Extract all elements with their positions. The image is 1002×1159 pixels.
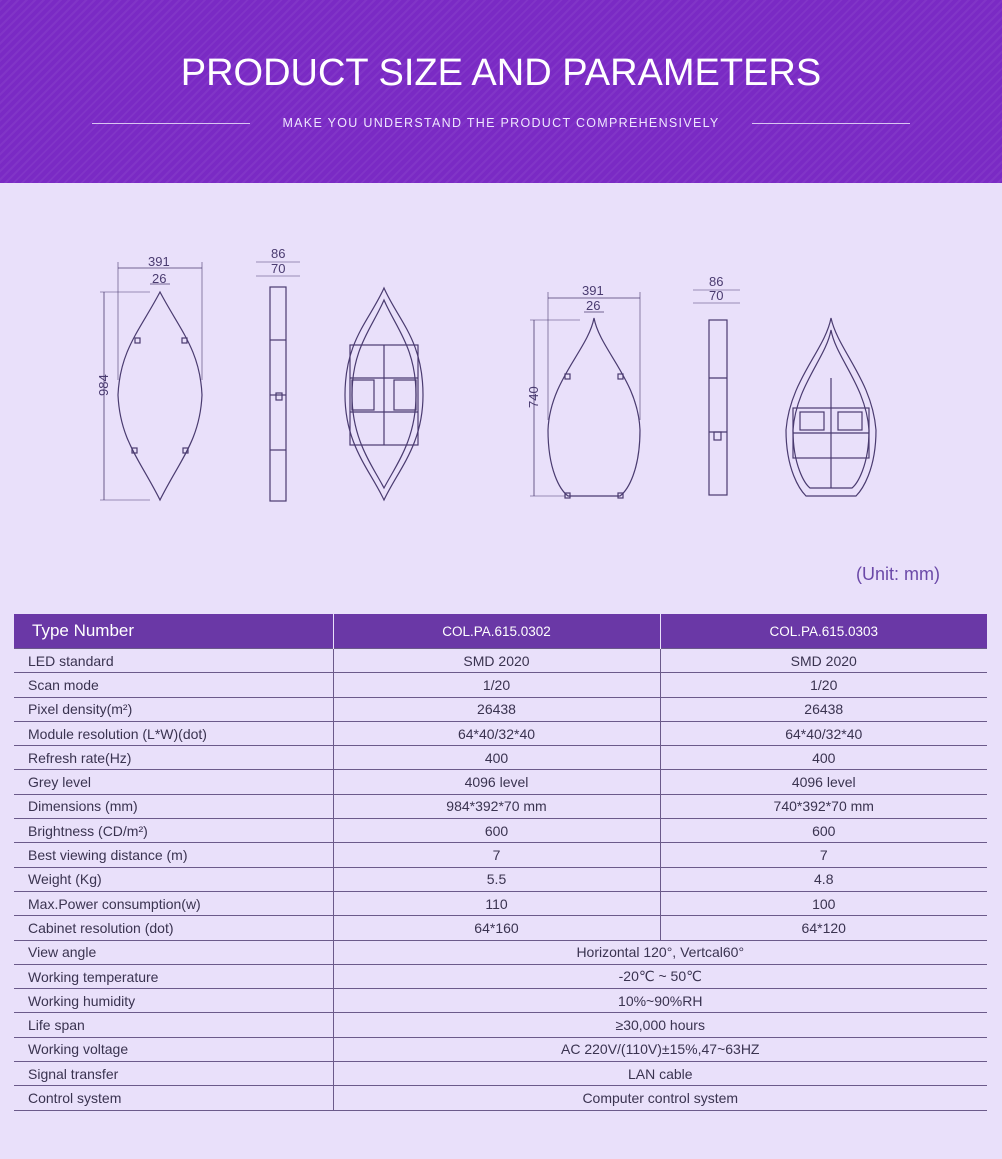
row-label: Grey level xyxy=(14,770,333,794)
row-value-a: 600 xyxy=(333,819,660,843)
row-label: Refresh rate(Hz) xyxy=(14,746,333,770)
page-title: PRODUCT SIZE AND PARAMETERS xyxy=(180,52,822,94)
row-label: Brightness (CD/m²) xyxy=(14,819,333,843)
model-b-rear-view xyxy=(786,318,876,496)
row-label: Weight (Kg) xyxy=(14,867,333,891)
row-label: LED standard xyxy=(14,649,333,673)
row-value-b: 100 xyxy=(660,891,987,915)
row-value-b: 7 xyxy=(660,843,987,867)
table-row xyxy=(14,891,987,915)
row-value-b: 4096 level xyxy=(660,770,987,794)
row-value-b: 600 xyxy=(660,819,987,843)
row-label: Scan mode xyxy=(14,673,333,697)
row-value: Horizontal 120°, Vertcal60° xyxy=(333,940,987,964)
table-row xyxy=(14,1013,987,1037)
model-b-side-view xyxy=(693,290,740,495)
row-value-b: 26438 xyxy=(660,697,987,721)
row-value: -20℃ ~ 50℃ xyxy=(333,964,987,988)
model-a-depth-label: 86 xyxy=(271,246,286,261)
table-row xyxy=(14,1086,987,1110)
row-value-a: SMD 2020 xyxy=(333,649,660,673)
row-label: Module resolution (L*W)(dot) xyxy=(14,721,333,745)
row-value-a: 64*160 xyxy=(333,916,660,940)
table-row xyxy=(14,964,987,988)
row-label: Working voltage xyxy=(14,1037,333,1061)
model-a-neck-label: 26 xyxy=(152,271,167,286)
table-row xyxy=(14,867,987,891)
table-row xyxy=(14,940,987,964)
table-row xyxy=(14,770,987,794)
row-value-a: 1/20 xyxy=(333,673,660,697)
model-b-height-label: 740 xyxy=(526,386,541,408)
row-label: Control system xyxy=(14,1086,333,1110)
spec-table-header xyxy=(14,614,987,649)
table-row xyxy=(14,649,987,673)
model-a-rear-view xyxy=(345,288,423,500)
row-label: Max.Power consumption(w) xyxy=(14,891,333,915)
row-label: Life span xyxy=(14,1013,333,1037)
model-b-neck-label: 26 xyxy=(586,298,601,313)
row-value-a: 984*392*70 mm xyxy=(333,794,660,818)
unit-note: (Unit: mm) xyxy=(856,564,940,584)
model-a-side-view xyxy=(256,262,300,501)
table-row xyxy=(14,697,987,721)
header-model-b: COL.PA.615.0303 xyxy=(660,614,987,649)
row-value-b: 4.8 xyxy=(660,867,987,891)
row-value: Computer control system xyxy=(333,1086,987,1110)
row-label: Working humidity xyxy=(14,989,333,1013)
row-value-b: 64*120 xyxy=(660,916,987,940)
row-value-b: 64*40/32*40 xyxy=(660,721,987,745)
row-value-a: 400 xyxy=(333,746,660,770)
table-row xyxy=(14,721,987,745)
model-a-height-label: 984 xyxy=(96,374,111,396)
row-value-b: 1/20 xyxy=(660,673,987,697)
table-row xyxy=(14,673,987,697)
page-subtitle: MAKE YOU UNDERSTAND THE PRODUCT COMPREHENSIVELY xyxy=(282,116,720,130)
table-row xyxy=(14,794,987,818)
table-row xyxy=(14,843,987,867)
table-row xyxy=(14,989,987,1013)
table-row xyxy=(14,1037,987,1061)
row-value: 10%~90%RH xyxy=(333,989,987,1013)
row-label: View angle xyxy=(14,940,333,964)
row-label: Dimensions (mm) xyxy=(14,794,333,818)
row-label: Cabinet resolution (dot) xyxy=(14,916,333,940)
header-model-a: COL.PA.615.0302 xyxy=(333,614,660,649)
row-label: Pixel density(m²) xyxy=(14,697,333,721)
spec-table xyxy=(14,614,987,1111)
table-row xyxy=(14,746,987,770)
row-value: AC 220V/(110V)±15%,47~63HZ xyxy=(333,1037,987,1061)
header-type-number: Type Number xyxy=(14,614,333,649)
row-value-a: 26438 xyxy=(333,697,660,721)
row-value-b: 740*392*70 mm xyxy=(660,794,987,818)
model-b-front-view xyxy=(530,292,640,498)
row-label: Best viewing distance (m) xyxy=(14,843,333,867)
row-value-a: 5.5 xyxy=(333,867,660,891)
model-b-inner-depth-label: 70 xyxy=(709,288,724,303)
model-a-inner-depth-label: 70 xyxy=(271,261,286,276)
row-label: Signal transfer xyxy=(14,1062,333,1086)
table-row xyxy=(14,819,987,843)
table-row xyxy=(14,1062,987,1086)
model-b-depth-label: 86 xyxy=(709,274,724,289)
row-label: Working temperature xyxy=(14,964,333,988)
technical-drawings xyxy=(0,230,1002,520)
row-value-a: 7 xyxy=(333,843,660,867)
model-a-front-view xyxy=(100,262,202,500)
row-value-b: SMD 2020 xyxy=(660,649,987,673)
row-value-a: 4096 level xyxy=(333,770,660,794)
header-banner xyxy=(0,0,1002,183)
row-value-a: 110 xyxy=(333,891,660,915)
model-b-width-label: 391 xyxy=(582,283,604,298)
model-a-width-label: 391 xyxy=(148,254,170,269)
table-row xyxy=(14,916,987,940)
row-value: ≥30,000 hours xyxy=(333,1013,987,1037)
row-value-a: 64*40/32*40 xyxy=(333,721,660,745)
row-value-b: 400 xyxy=(660,746,987,770)
row-value: LAN cable xyxy=(333,1062,987,1086)
